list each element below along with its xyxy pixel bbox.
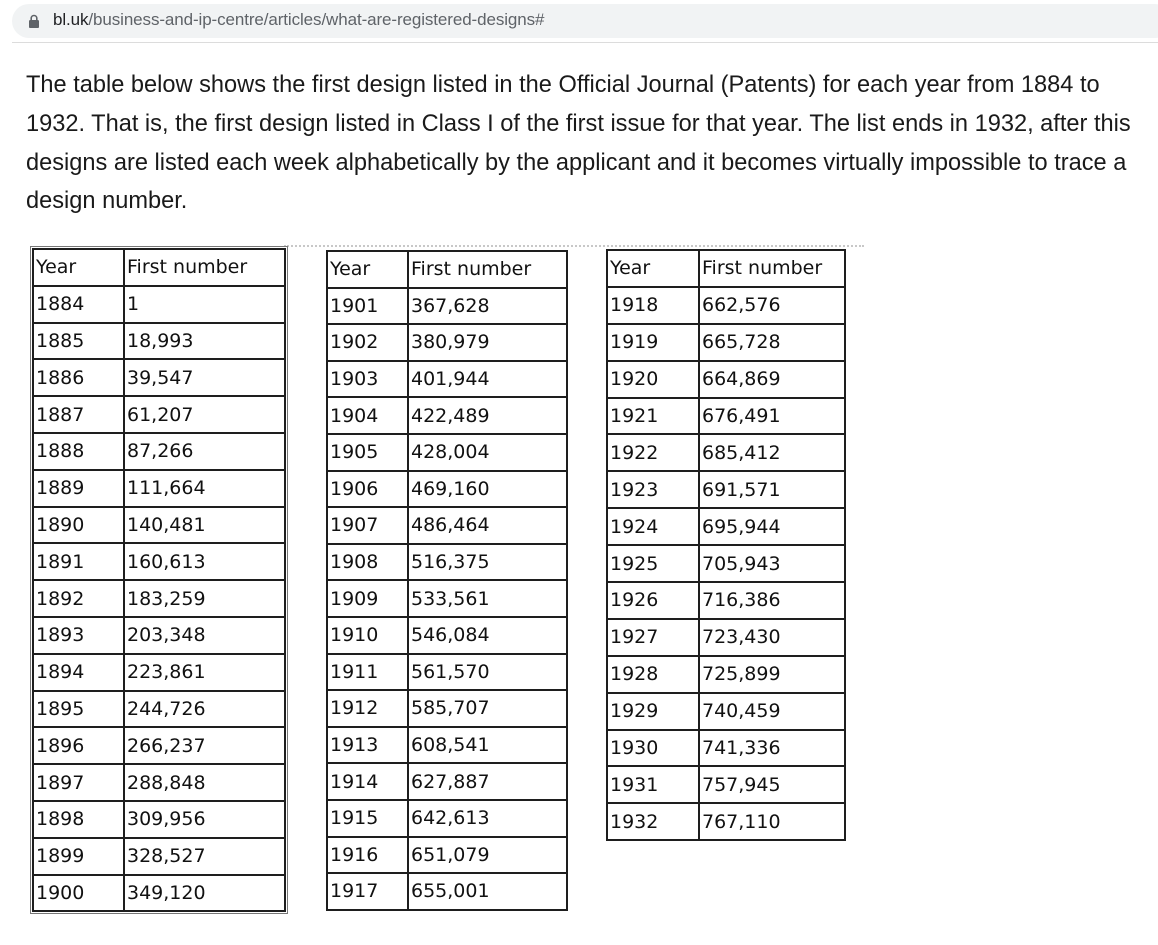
year-cell: 1893 <box>33 617 124 654</box>
first-number-cell: 367,628 <box>408 288 567 325</box>
year-cell: 1918 <box>607 287 699 324</box>
intro-paragraph: The table below shows the first design listed in the Official Journal (Patents) for each year from 1884 to 1932. That is, the first design listed in Class I of the first issue for that year. The list ends in 1932, after this designs are listed each week alphabetically by the applicant and it becomes virtually impossible to trace a design number. <box>26 72 1131 215</box>
first-number-cell: 533,561 <box>408 580 567 617</box>
table-row <box>327 800 567 837</box>
year-cell: 1906 <box>327 471 408 508</box>
first-number-cell: 39,547 <box>124 359 285 396</box>
year-cell: 1887 <box>33 396 124 433</box>
header-year: Year <box>607 250 699 287</box>
dotted-divider <box>284 245 864 247</box>
first-number-cell: 664,869 <box>699 361 845 398</box>
table-row <box>33 764 285 801</box>
first-number-cell: 585,707 <box>408 690 567 727</box>
table-row <box>607 508 845 545</box>
first-number-cell: 428,004 <box>408 434 567 471</box>
year-cell: 1924 <box>607 508 699 545</box>
first-number-cell: 469,160 <box>408 471 567 508</box>
table-row <box>33 286 285 323</box>
year-cell: 1897 <box>33 764 124 801</box>
header-first-number: First number <box>124 249 285 286</box>
table-row <box>327 507 567 544</box>
table-row <box>607 803 845 840</box>
first-number-cell: 723,430 <box>699 619 845 656</box>
year-cell: 1912 <box>327 690 408 727</box>
year-cell: 1909 <box>327 580 408 617</box>
year-cell: 1917 <box>327 873 408 910</box>
year-cell: 1923 <box>607 471 699 508</box>
year-cell: 1919 <box>607 324 699 361</box>
year-cell: 1891 <box>33 543 124 580</box>
first-number-cell: 183,259 <box>124 580 285 617</box>
year-cell: 1920 <box>607 361 699 398</box>
lock-icon[interactable] <box>29 14 39 28</box>
header-first-number: First number <box>408 251 567 288</box>
table-row <box>607 766 845 803</box>
first-number-cell: 288,848 <box>124 764 285 801</box>
first-number-cell: 61,207 <box>124 396 285 433</box>
first-number-cell: 695,944 <box>699 508 845 545</box>
first-number-cell: 422,489 <box>408 397 567 434</box>
year-cell: 1926 <box>607 582 699 619</box>
table-row <box>33 801 285 838</box>
table-row <box>327 361 567 398</box>
address-bar[interactable] <box>12 4 1158 38</box>
table-row <box>327 654 567 691</box>
header-first-number: First number <box>699 250 845 287</box>
year-cell: 1925 <box>607 545 699 582</box>
year-cell: 1916 <box>327 837 408 874</box>
first-number-cell: 725,899 <box>699 656 845 693</box>
year-cell: 1927 <box>607 619 699 656</box>
first-number-cell: 349,120 <box>124 875 285 912</box>
first-number-cell: 561,570 <box>408 654 567 691</box>
table-row <box>607 619 845 656</box>
table-row <box>607 730 845 767</box>
first-number-cell: 705,943 <box>699 545 845 582</box>
table-row <box>607 361 845 398</box>
table-row <box>33 654 285 691</box>
table-header-row <box>607 250 845 287</box>
table-row <box>33 727 285 764</box>
first-number-cell: 685,412 <box>699 434 845 471</box>
table-row <box>33 433 285 470</box>
first-number-cell: 740,459 <box>699 693 845 730</box>
year-cell: 1900 <box>33 875 124 912</box>
first-number-cell: 87,266 <box>124 433 285 470</box>
first-number-cell: 328,527 <box>124 838 285 875</box>
first-number-cell: 546,084 <box>408 617 567 654</box>
table-row <box>33 580 285 617</box>
table-row <box>327 763 567 800</box>
table-row <box>33 875 285 912</box>
first-number-cell: 160,613 <box>124 543 285 580</box>
table-row <box>327 580 567 617</box>
table-row <box>33 617 285 654</box>
table-row <box>33 470 285 507</box>
year-cell: 1888 <box>33 433 124 470</box>
year-cell: 1932 <box>607 803 699 840</box>
first-number-cell: 767,110 <box>699 803 845 840</box>
year-cell: 1894 <box>33 654 124 691</box>
year-cell: 1892 <box>33 580 124 617</box>
year-cell: 1907 <box>327 507 408 544</box>
table-row <box>607 471 845 508</box>
first-number-cell: 140,481 <box>124 507 285 544</box>
first-number-cell: 716,386 <box>699 582 845 619</box>
first-number-cell: 223,861 <box>124 654 285 691</box>
table-row <box>327 471 567 508</box>
first-number-cell: 111,664 <box>124 470 285 507</box>
year-cell: 1899 <box>33 838 124 875</box>
table-row <box>327 727 567 764</box>
table-row <box>33 323 285 360</box>
table-row <box>33 396 285 433</box>
design-table-1884-1900 <box>32 248 286 912</box>
table-row <box>327 837 567 874</box>
year-cell: 1931 <box>607 766 699 803</box>
first-number-cell: 309,956 <box>124 801 285 838</box>
table-row <box>33 543 285 580</box>
year-cell: 1889 <box>33 470 124 507</box>
first-number-cell: 244,726 <box>124 691 285 728</box>
year-cell: 1904 <box>327 397 408 434</box>
header-year: Year <box>33 249 124 286</box>
year-cell: 1902 <box>327 324 408 361</box>
table-row <box>327 617 567 654</box>
year-cell: 1903 <box>327 361 408 398</box>
table-row <box>607 545 845 582</box>
year-cell: 1908 <box>327 544 408 581</box>
year-cell: 1911 <box>327 654 408 691</box>
year-cell: 1929 <box>607 693 699 730</box>
first-number-cell: 516,375 <box>408 544 567 581</box>
year-cell: 1884 <box>33 286 124 323</box>
year-cell: 1913 <box>327 727 408 764</box>
year-cell: 1890 <box>33 507 124 544</box>
first-number-cell: 655,001 <box>408 873 567 910</box>
first-number-cell: 676,491 <box>699 398 845 435</box>
year-cell: 1921 <box>607 398 699 435</box>
table-row <box>327 288 567 325</box>
first-number-cell: 741,336 <box>699 730 845 767</box>
first-number-cell: 691,571 <box>699 471 845 508</box>
first-number-cell: 651,079 <box>408 837 567 874</box>
year-cell: 1885 <box>33 323 124 360</box>
toolbar-divider <box>12 42 1158 43</box>
year-cell: 1895 <box>33 691 124 728</box>
table-row <box>607 434 845 471</box>
first-number-cell: 665,728 <box>699 324 845 361</box>
table-row <box>33 838 285 875</box>
year-cell: 1901 <box>327 288 408 325</box>
table-row <box>607 693 845 730</box>
table-row <box>327 690 567 727</box>
first-number-cell: 380,979 <box>408 324 567 361</box>
table-row <box>327 544 567 581</box>
table-row <box>33 359 285 396</box>
first-number-cell: 486,464 <box>408 507 567 544</box>
table-header-row <box>327 251 567 288</box>
year-cell: 1928 <box>607 656 699 693</box>
design-table-1918-1932 <box>606 249 846 841</box>
first-number-cell: 203,348 <box>124 617 285 654</box>
table-row <box>327 324 567 361</box>
table-row <box>33 691 285 728</box>
first-number-cell: 18,993 <box>124 323 285 360</box>
year-cell: 1915 <box>327 800 408 837</box>
first-number-cell: 1 <box>124 286 285 323</box>
year-cell: 1922 <box>607 434 699 471</box>
first-number-cell: 662,576 <box>699 287 845 324</box>
table-row <box>327 397 567 434</box>
first-number-cell: 608,541 <box>408 727 567 764</box>
url-host: bl.uk <box>53 10 89 29</box>
table-row <box>607 582 845 619</box>
first-number-cell: 401,944 <box>408 361 567 398</box>
first-number-cell: 642,613 <box>408 800 567 837</box>
first-number-cell: 757,945 <box>699 766 845 803</box>
url-text[interactable] <box>53 10 544 30</box>
header-year: Year <box>327 251 408 288</box>
first-number-cell: 627,887 <box>408 763 567 800</box>
year-cell: 1898 <box>33 801 124 838</box>
year-cell: 1930 <box>607 730 699 767</box>
year-cell: 1886 <box>33 359 124 396</box>
year-cell: 1914 <box>327 763 408 800</box>
url-path: /business-and-ip-centre/articles/what-are-registered-designs# <box>88 10 545 29</box>
table-header-row <box>33 249 285 286</box>
table-row <box>607 656 845 693</box>
table-row <box>607 398 845 435</box>
table-row <box>327 434 567 471</box>
year-cell: 1896 <box>33 727 124 764</box>
table-row <box>607 324 845 361</box>
table-row <box>33 507 285 544</box>
design-table-1901-1917 <box>326 250 568 911</box>
year-cell: 1910 <box>327 617 408 654</box>
table-row <box>327 873 567 910</box>
table-row <box>607 287 845 324</box>
year-cell: 1905 <box>327 434 408 471</box>
first-number-cell: 266,237 <box>124 727 285 764</box>
